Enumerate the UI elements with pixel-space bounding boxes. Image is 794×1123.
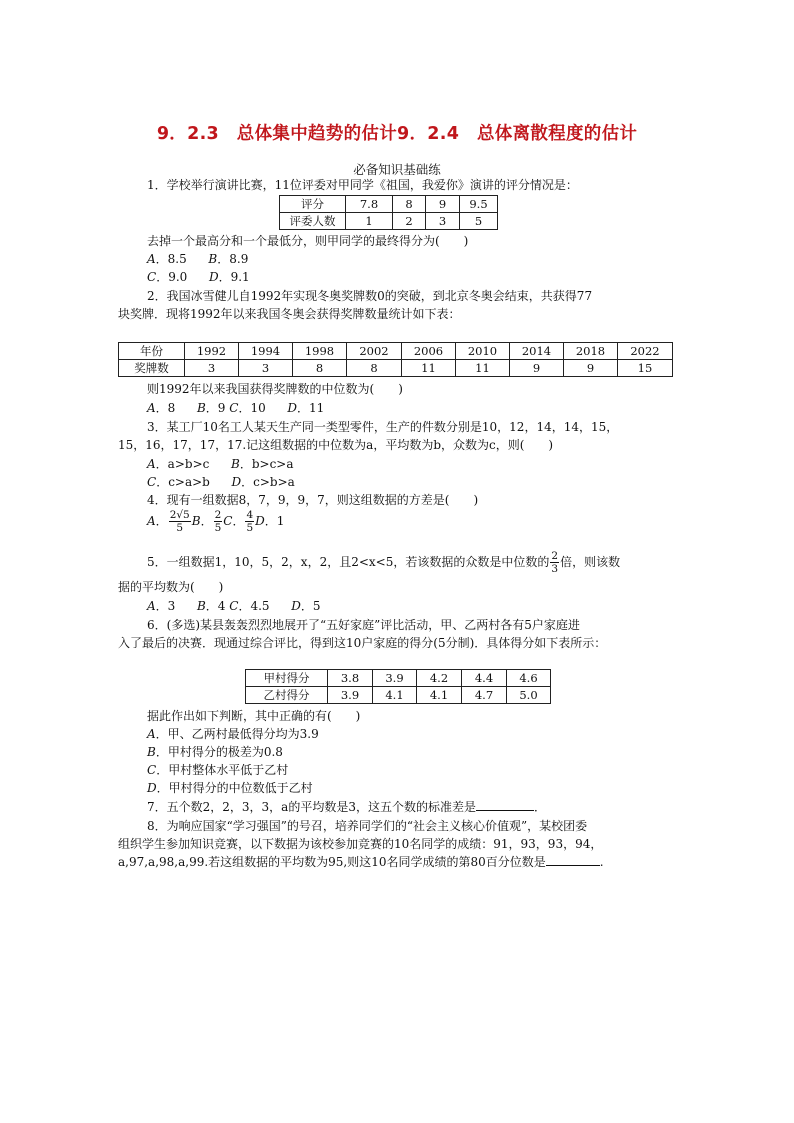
fraction: $\frac{2}{3}$ <box>551 550 559 575</box>
option-letter: A <box>147 727 156 741</box>
table-cell: 11 <box>456 360 510 377</box>
table-cell: 3 <box>185 360 239 377</box>
fraction: $\frac{4}{5}$ <box>246 509 254 534</box>
table-row <box>280 213 498 230</box>
option-letter: D <box>208 270 219 284</box>
option-letter: D <box>291 599 301 613</box>
table-cell: 11 <box>402 360 456 377</box>
table-cell: 4.1 <box>373 687 417 704</box>
q3-options-row1 <box>147 455 294 473</box>
q3-line1: 3．某工厂10名工人某天生产同一类型零件，生产的件数分别是10，12，14，14，15， <box>147 420 619 434</box>
option-letter: A <box>147 599 156 613</box>
q1-question: 去掉一个最高分和一个最低分，则甲同学的最终得分为( ) <box>147 234 469 248</box>
q2-options <box>147 399 324 417</box>
q8-line2: 组织学生参加知识竞赛，以下数据为该校参加竞赛的10名同学的成绩：91，93，93，94， <box>118 837 603 851</box>
table-cell: 4.6 <box>507 670 551 687</box>
answer-blank <box>546 853 600 866</box>
q4-stem: 4．现有一组数据8，7，9，9，7，则这组数据的方差是( ) <box>147 493 479 507</box>
table-cell: 15 <box>618 360 673 377</box>
option-text: ．4 <box>205 599 226 613</box>
option-letter: A <box>147 252 156 266</box>
table-row <box>119 360 673 377</box>
q1-score-table <box>279 195 498 230</box>
table-cell: 3 <box>426 213 460 230</box>
table-cell: 甲村得分 <box>246 670 328 687</box>
q2-question: 则1992年以来我国获得奖牌数的中位数为( ) <box>147 382 403 396</box>
option-text: ．8.9 <box>217 252 249 266</box>
table-row <box>280 196 498 213</box>
table-cell: 5.0 <box>507 687 551 704</box>
table-cell: 8 <box>393 196 426 213</box>
table-cell: 4.4 <box>462 670 507 687</box>
option-letter: B <box>191 514 201 528</box>
q6-score-table <box>245 669 551 704</box>
table-cell: 9 <box>510 360 564 377</box>
table-cell: 评分 <box>280 196 346 213</box>
fraction: $\frac{2}{5}$ <box>214 509 222 534</box>
q4-options: A． $\frac{2√5}{5}$ B． $\frac{2}{5}$ C． $\frac{4}{5}$ D．1 <box>147 509 285 534</box>
q8-line1: 8．为响应国家“学习强国”的号召，培养同学们的“社会主义核心价值观”，某校团委 <box>147 819 588 833</box>
option-text: ．1 <box>264 514 285 528</box>
option-text: ．甲村得分的极差为0.8 <box>155 745 283 759</box>
table-cell: 1992 <box>185 343 239 360</box>
option-text: ．甲村得分的中位数低于乙村 <box>156 781 313 795</box>
table-cell: 1994 <box>239 343 293 360</box>
option-text: ．4.5 <box>238 599 270 613</box>
option-letter: C <box>229 401 239 415</box>
table-cell: 评委人数 <box>280 213 346 230</box>
option-letter: C <box>147 475 157 489</box>
q6-option-c <box>147 761 288 779</box>
table-cell: 2010 <box>456 343 510 360</box>
q3-options-row2 <box>147 473 295 491</box>
q5-line1: 5．一组数据1，10，5，2，x，2，且2<x<5，若该数据的众数是中位数的 $\frac{2}{3}$ 倍，则该数 <box>147 550 621 575</box>
option-letter: C <box>223 514 233 528</box>
fraction: $\frac{2√5}{5}$ <box>169 509 190 534</box>
q8-line3: a,97,a,98,a,99.若这组数据的平均数为95,则这10名同学成绩的第80百分位数是 . <box>118 855 604 869</box>
option-text: ．c>a>b <box>156 475 210 489</box>
table-cell: 2014 <box>510 343 564 360</box>
q3-line2: 15，16，17，17，17.记这组数据的中位数为a，平均数为b，众数为c，则( ) <box>118 438 554 452</box>
page-title: 9．2.3 总体集中趋势的估计9．2.4 总体离散程度的估计 <box>156 124 638 144</box>
option-letter: C <box>147 763 157 777</box>
table-cell: 9 <box>426 196 460 213</box>
option-letter: A <box>147 514 156 528</box>
table-cell: 3.8 <box>328 670 373 687</box>
q1-options-row2 <box>147 268 250 286</box>
option-text: ．9 <box>205 401 226 415</box>
option-text: ．10 <box>238 401 266 415</box>
table-cell: 2022 <box>618 343 673 360</box>
table-cell: 奖牌数 <box>119 360 185 377</box>
option-letter: D <box>287 401 298 415</box>
table-cell: 5 <box>460 213 498 230</box>
q6-option-d <box>147 779 313 797</box>
q5-line2: 据的平均数为( ) <box>118 580 224 594</box>
option-letter: B <box>208 252 218 266</box>
option-text: ．甲村整体水平低于乙村 <box>156 763 289 777</box>
option-letter: C <box>147 270 157 284</box>
option-letter: C <box>229 599 239 613</box>
section-heading: 必备知识基础练 <box>353 162 441 177</box>
q6-line2: 入了最后的决赛．现通过综合评比，得到这10户家庭的得分(5分制)．具体得分如下表所示： <box>118 636 607 650</box>
table-cell: 9 <box>564 360 618 377</box>
table-cell: 4.2 <box>417 670 462 687</box>
option-letter: D <box>231 475 242 489</box>
table-cell: 3.9 <box>328 687 373 704</box>
table-cell: 2018 <box>564 343 618 360</box>
table-cell: 1 <box>346 213 393 230</box>
q2-medal-table <box>118 342 673 377</box>
option-text: ．c>b>a <box>241 475 295 489</box>
q6-option-b <box>147 743 283 761</box>
q1-options-row1 <box>147 250 248 268</box>
option-text: ．甲、乙两村最低得分均为3.9 <box>155 727 319 741</box>
q6-line1: 6．(多选)某县轰轰烈烈地展开了“五好家庭”评比活动，甲、乙两村各有5户家庭进 <box>147 618 580 632</box>
table-cell: 3 <box>239 360 293 377</box>
q2-stem-line1: 2．我国冰雪健儿自1992年实现冬奥奖牌数0的突破，到北京冬奥会结束，共获得77 <box>147 289 593 303</box>
option-text: ．3 <box>155 599 176 613</box>
option-text: ．11 <box>297 401 325 415</box>
table-row <box>119 343 673 360</box>
option-text: ．8.5 <box>155 252 187 266</box>
option-text: ．a>b>c <box>155 457 210 471</box>
option-letter: B <box>196 401 206 415</box>
table-cell: 年份 <box>119 343 185 360</box>
table-cell: 2 <box>393 213 426 230</box>
table-row <box>246 670 551 687</box>
table-cell: 8 <box>293 360 347 377</box>
table-cell: 乙村得分 <box>246 687 328 704</box>
table-cell: 2006 <box>402 343 456 360</box>
q2-stem-line2: 块奖牌．现将1992年以来我国冬奥会获得奖牌数量统计如下表： <box>118 307 461 321</box>
option-text: ．8 <box>155 401 176 415</box>
option-letter: B <box>196 599 206 613</box>
q5-options <box>147 597 320 615</box>
q6-option-a <box>147 725 319 743</box>
option-letter: A <box>147 401 156 415</box>
option-text: ．9.1 <box>218 270 250 284</box>
table-cell: 7.8 <box>346 196 393 213</box>
table-row <box>246 687 551 704</box>
table-cell: 9.5 <box>460 196 498 213</box>
table-cell: 1998 <box>293 343 347 360</box>
q1-stem: 1．学校举行演讲比赛，11位评委对甲同学《祖国，我爱你》演讲的评分情况是： <box>147 178 578 192</box>
table-cell: 2002 <box>347 343 402 360</box>
q7-line: 7．五个数2，2，3，3，a的平均数是3，这五个数的标准差是 ． <box>147 800 546 814</box>
answer-blank <box>476 798 534 811</box>
q6-question: 据此作出如下判断，其中正确的有( ) <box>147 709 361 723</box>
table-cell: 8 <box>347 360 402 377</box>
option-text: ．9.0 <box>156 270 188 284</box>
table-cell: 4.1 <box>417 687 462 704</box>
option-letter: B <box>231 457 240 471</box>
table-cell: 3.9 <box>373 670 417 687</box>
option-letter: D <box>255 514 265 528</box>
option-text: ．b>c>a <box>239 457 294 471</box>
table-cell: 4.7 <box>462 687 507 704</box>
option-letter: B <box>147 745 156 759</box>
option-text: ．5 <box>300 599 321 613</box>
option-letter: A <box>147 457 156 471</box>
option-letter: D <box>147 781 157 795</box>
